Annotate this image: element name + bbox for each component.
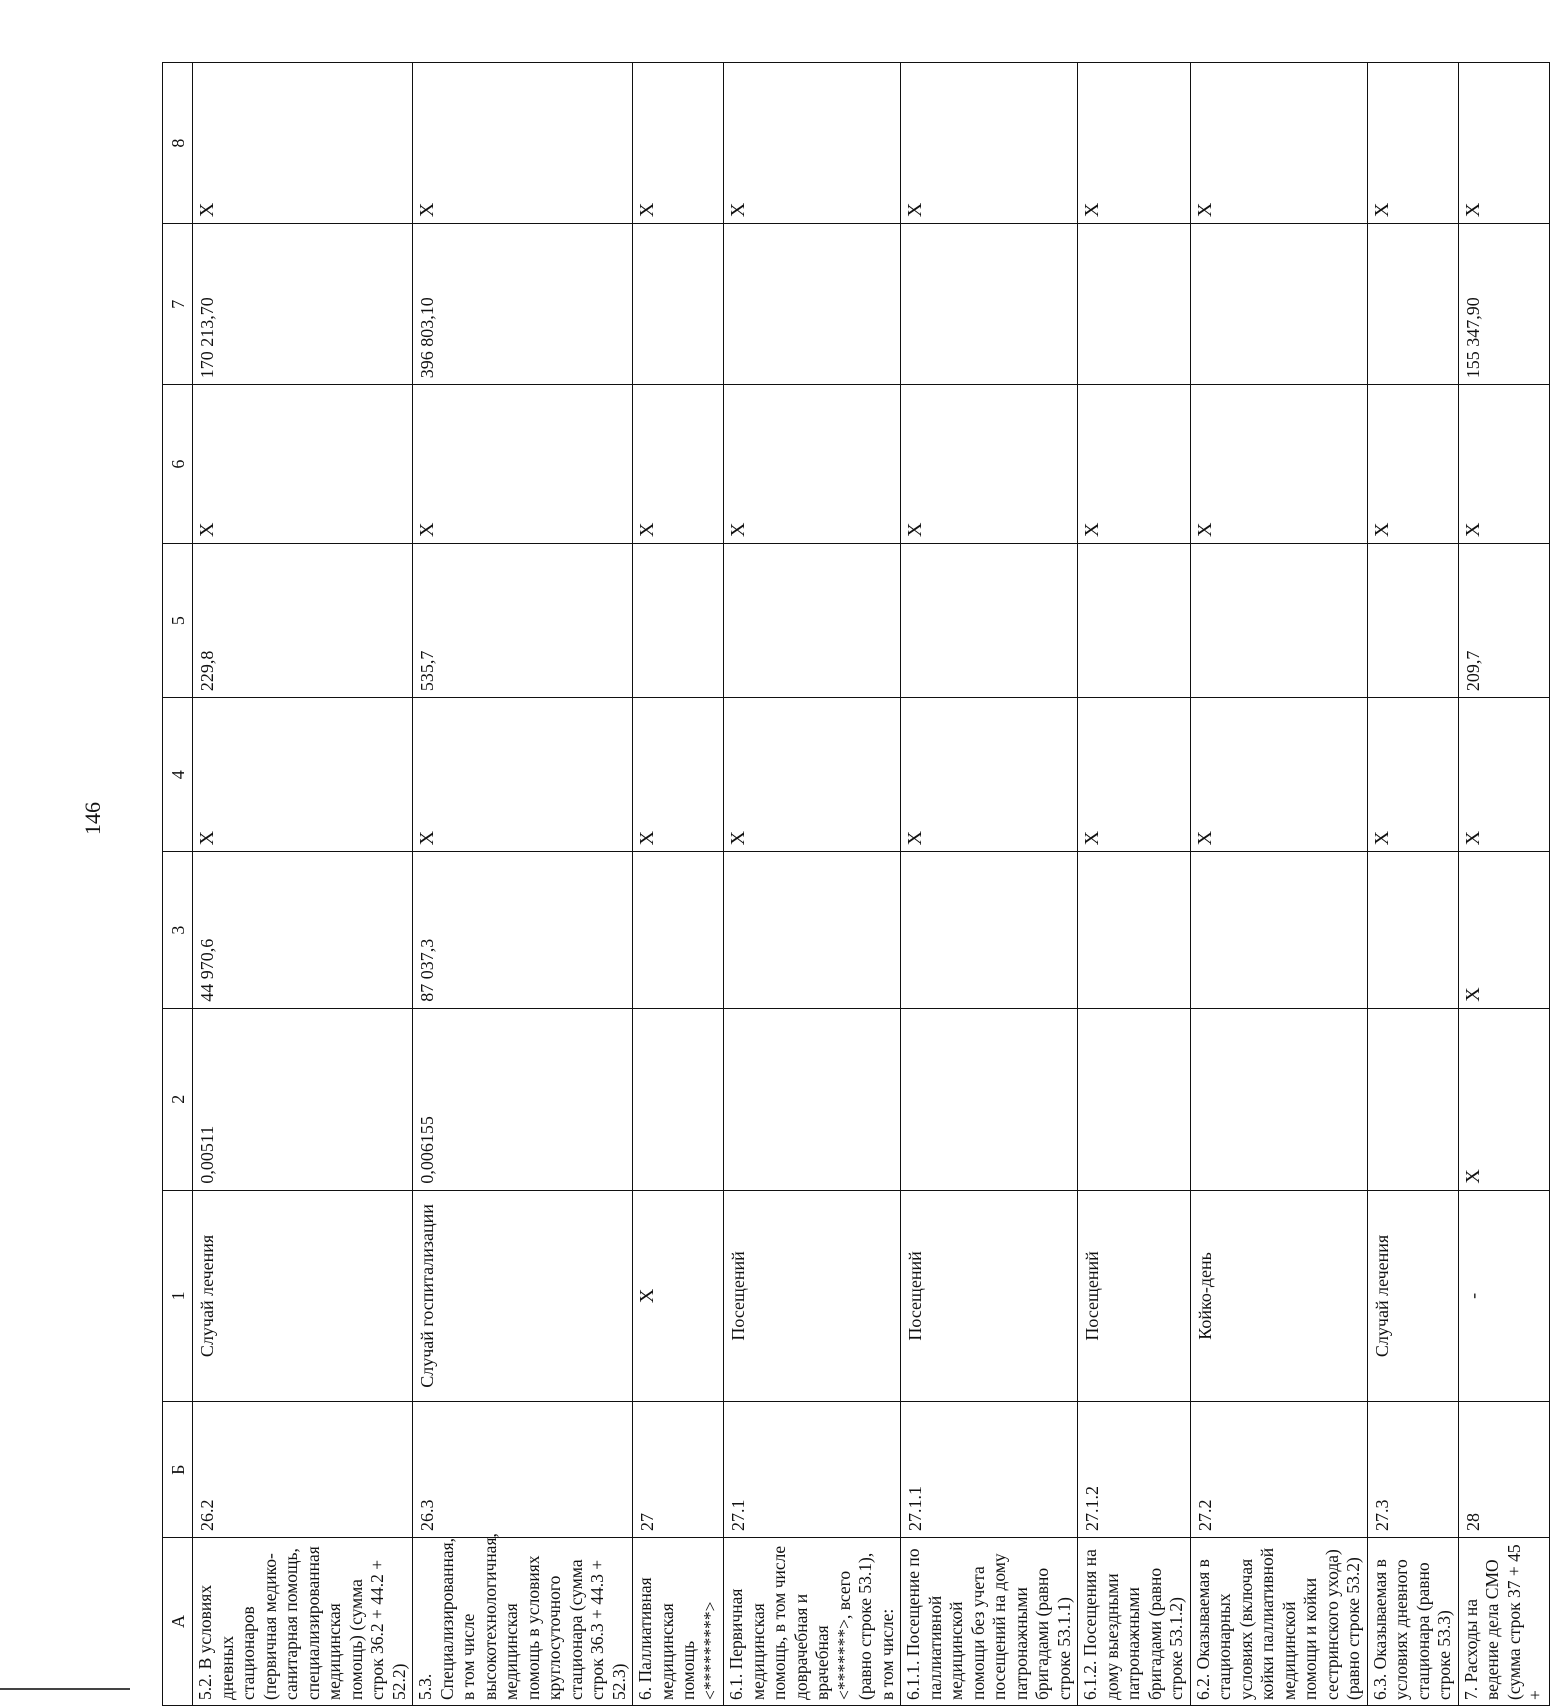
table-row [1367,63,1458,1706]
cell-c5: 229,8 [193,543,413,697]
cell-c8: X [413,63,633,224]
col-header: 5 [163,543,193,697]
col-header: Б [163,1402,193,1538]
cell-c5 [1078,543,1191,697]
rotated-table-container [162,62,1545,1706]
cell-c4: X [1078,698,1191,852]
cell-c3 [901,852,1078,1008]
cell-a: 6.3. Оказываемая в условиях дневного стационара (равно строке 53.3) [1367,1538,1458,1706]
table-row [193,63,413,1706]
cell-b: 27.2 [1190,1402,1367,1538]
col-header: 3 [163,852,193,1008]
cell-c2: 0,006155 [413,1008,633,1190]
cell-c2 [901,1008,1078,1190]
cell-c8: X [633,63,724,224]
table-row [1458,63,1549,1706]
cell-c1: Посещений [901,1190,1078,1402]
col-header: 1 [163,1190,193,1402]
cell-c4: X [1190,698,1367,852]
cell-a: 6.1.1. Посещение по паллиативной медицинской помощи без учета посещений на дому патронажными бригадами (равно строке 53.1.1) [901,1538,1078,1706]
cell-b: 26.2 [193,1402,413,1538]
cell-c1: Койко-день [1190,1190,1367,1402]
cell-c8: X [1367,63,1458,224]
cell-c5: 209,7 [1458,543,1549,697]
cell-c3 [1367,852,1458,1008]
cell-c7 [1190,224,1367,385]
cell-c2 [1190,1008,1367,1190]
cell-c3: 87 037,3 [413,852,633,1008]
cell-c7: 396 803,10 [413,224,633,385]
cell-c6: X [1078,385,1191,544]
cell-c7: 155 347,90 [1458,224,1549,385]
cell-c4: X [724,698,901,852]
cell-a: 6.1. Первичная медицинская помощь, в том числе доврачебная и врачебная <*******>, всего (равно строке 53.1), в том числе: [724,1538,901,1706]
cell-a: 6.2. Оказываемая в стационарных условиях (включая койки паллиативной медицинской помощи и койки сестринского ухода) (равно строке 53.2) [1190,1538,1367,1706]
cell-c6: X [1367,385,1458,544]
cell-c1: Случай госпитализации [413,1190,633,1402]
cell-c8: X [1190,63,1367,224]
col-header: А [163,1538,193,1706]
cell-c3 [1078,852,1191,1008]
table-row [1190,63,1367,1706]
cell-c2 [724,1008,901,1190]
cell-b: 26.3 [413,1402,633,1538]
cell-c8: X [1078,63,1191,224]
cell-a: 6. Паллиативная медицинская помощь <*********> [633,1538,724,1706]
cell-c7 [1078,224,1191,385]
cell-c1: Случай лечения [193,1190,413,1402]
cell-c7 [724,224,901,385]
table-row [633,63,724,1706]
cell-c4: X [901,698,1078,852]
data-table [162,62,1550,1706]
table-header-row [163,63,193,1706]
cell-c5: 535,7 [413,543,633,697]
table-row [724,63,901,1706]
col-header: 6 [163,385,193,544]
cell-c8: X [724,63,901,224]
cell-c6: X [1190,385,1367,544]
cell-c5 [633,543,724,697]
cell-c4: X [1367,698,1458,852]
cell-c2 [1367,1008,1458,1190]
cell-a: 5.2. В условиях дневных стационаров (первичная медико-санитарная помощь, специализированная медицинская помощь) (сумма строк 36.2 + 44.2 + 52.2) [193,1538,413,1706]
cell-c8: X [901,63,1078,224]
cell-b: 27.1.2 [1078,1402,1191,1538]
col-header: 2 [163,1008,193,1190]
cell-c7 [1367,224,1458,385]
cell-c1: Случай лечения [1367,1190,1458,1402]
cell-c1: X [633,1190,724,1402]
page-number: 146 [80,802,105,835]
cell-c5 [1367,543,1458,697]
cell-c4: X [193,698,413,852]
cell-c7 [901,224,1078,385]
cell-c8: X [1458,63,1549,224]
table-row [1078,63,1191,1706]
scan-edge-line [0,1688,130,1690]
cell-c6: X [901,385,1078,544]
cell-c5 [724,543,901,697]
cell-c6: X [724,385,901,544]
col-header: 4 [163,698,193,852]
cell-c4: X [1458,698,1549,852]
cell-b: 27.1 [724,1402,901,1538]
cell-a: 5.3. Специализированная, в том числе высокотехнологичная, медицинская помощь в условиях круглосуточного стационара (сумма строк 36.3 + 44.3 + 52.3) [413,1538,633,1706]
cell-c1: Посещений [1078,1190,1191,1402]
cell-c1: Посещений [724,1190,901,1402]
cell-c7: 170 213,70 [193,224,413,385]
cell-c2: X [1458,1008,1549,1190]
cell-c1: - [1458,1190,1549,1402]
cell-c3: X [1458,852,1549,1008]
cell-c6: X [413,385,633,544]
cell-c5 [901,543,1078,697]
cell-b: 27.1.1 [901,1402,1078,1538]
cell-b: 28 [1458,1402,1549,1538]
cell-c2 [1078,1008,1191,1190]
cell-c3 [724,852,901,1008]
cell-b: 27 [633,1402,724,1538]
col-header: 7 [163,224,193,385]
cell-b: 27.3 [1367,1402,1458,1538]
cell-c3 [1190,852,1367,1008]
cell-a: 7. Расходы на ведение дела СМО (сумма строк 37 + 45 + [1458,1538,1549,1706]
cell-a: 6.1.2. Посещения на дому выездными патронажными бригадами (равно строке 53.1.2) [1078,1538,1191,1706]
cell-c5 [1190,543,1367,697]
cell-c4: X [633,698,724,852]
col-header: 8 [163,63,193,224]
cell-c6: X [193,385,413,544]
cell-c6: X [633,385,724,544]
cell-c3: 44 970,6 [193,852,413,1008]
cell-c2 [633,1008,724,1190]
cell-c7 [633,224,724,385]
cell-c6: X [1458,385,1549,544]
cell-c2: 0,00511 [193,1008,413,1190]
cell-c8: X [193,63,413,224]
table-row [413,63,633,1706]
cell-c4: X [413,698,633,852]
table-row [901,63,1078,1706]
cell-c3 [633,852,724,1008]
